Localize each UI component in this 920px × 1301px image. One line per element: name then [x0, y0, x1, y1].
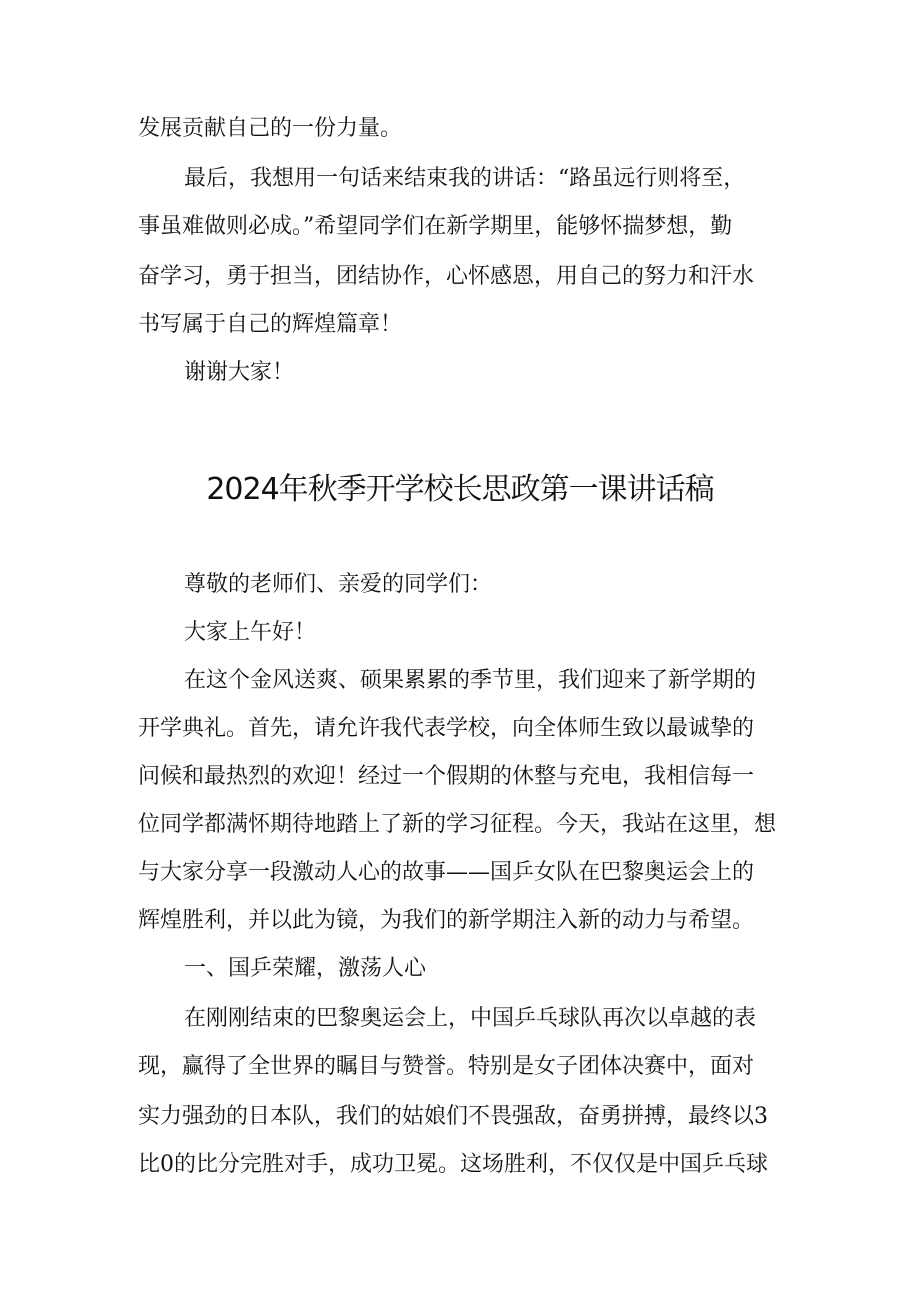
- paragraph-line: 问候和最热烈的欢迎！经过一个假期的休整与充电，我相信每一: [138, 764, 755, 789]
- page-title: 2024年秋季开学校长思政第一课讲话稿: [206, 472, 714, 507]
- hello-line: 大家上午好！: [184, 620, 317, 645]
- closing-thanks: 谢谢大家！: [184, 360, 295, 385]
- paragraph-line: 发展贡献自己的一份力量。: [138, 116, 403, 141]
- paragraph-line: 辉煌胜利，并以此为镜，为我们的新学期注入新的动力与希望。: [138, 908, 755, 933]
- paragraph-line: 与大家分享一段激动人心的故事——国乒女队在巴黎奥运会上的: [138, 860, 755, 885]
- paragraph-line: 实力强劲的日本队，我们的姑娘们不畏强敌，奋勇拼搏，最终以3: [138, 1104, 768, 1129]
- paragraph-line: 比0的比分完胜对手，成功卫冕。这场胜利，不仅仅是中国乒乓球: [138, 1152, 768, 1177]
- paragraph-line: 开学典礼。首先，请允许我代表学校，向全体师生致以最诚挚的: [138, 716, 755, 741]
- paragraph-line: 奋学习，勇于担当，团结协作，心怀感恩，用自己的努力和汗水: [138, 264, 755, 289]
- paragraph-line: 最后，我想用一句话来结束我的讲话：“路虽远行则将至，: [184, 166, 746, 191]
- paragraph-line: 事虽难做则必成。”希望同学们在新学期里，能够怀揣梦想，勤: [138, 214, 733, 239]
- paragraph-line: 在这个金风送爽、硕果累累的季节里，我们迎来了新学期的: [184, 668, 757, 693]
- section-heading: 一、国乒荣耀，激荡人心: [184, 956, 427, 981]
- greeting: 尊敬的老师们、亲爱的同学们：: [184, 572, 493, 597]
- paragraph-line: 现，赢得了全世界的瞩目与赞誉。特别是女子团体决赛中，面对: [138, 1054, 755, 1079]
- paragraph-line: 书写属于自己的辉煌篇章！: [138, 312, 403, 337]
- paragraph-line: 在刚刚结束的巴黎奥运会上，中国乒乓球队再次以卓越的表: [184, 1006, 757, 1031]
- paragraph-line: 位同学都满怀期待地踏上了新的学习征程。今天，我站在这里，想: [138, 812, 777, 837]
